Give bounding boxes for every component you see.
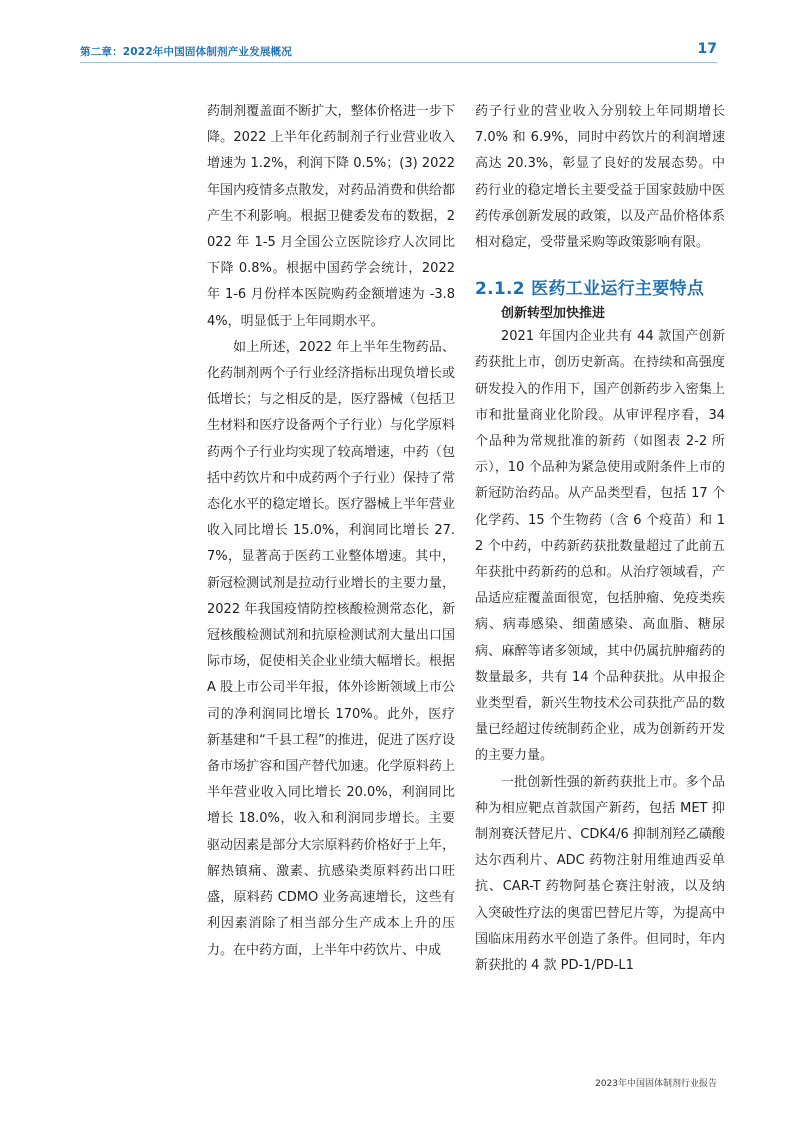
body-paragraph: 如上所述，2022 年上半年生物药品、化药制剂两个子行业经济指标出现负增长或低增长；与之相反的是，医疗器械（包括卫生材料和医疗设备两个子行业）与化学原料药两个子行业均实现了较高增速，中药（包括中药饮片和中成药两个子行业）保持了常态化水平的稳定增长。医疗器械上半年营业收入同比增长 15.0%，利润同比增长 27.7%，显著高于医药工业整体增速。其中，新冠检测试剂是拉动行业增长的主要力量，2022 年我国疫情防控核酸检测常态化，新冠核酸检测试剂和抗原检测试剂大量出口国际市场，促使相关企业业绩大幅增长。根据 A 股上市公司半年报，体外诊断领域上市公司的净利润同比增长 170%。此外，医疗新基建和“千县工程”的推进，促进了医疗设备市场扩容和国产替代加速。化学原料药上半年营业收入同比增长 20.0%，利润同比增长 18.0%，收入和利润同步增长。主要驱动因素是部分大宗原料药价格好于上年，解热镇痛、激素、抗感染类原料药出口旺盛，原料药 CDMO 业务高速增长，这些有利因素消除了相当部分生产成本上升的压力。在中药方面，上半年中药饮片、中成 xyxy=(207,339,455,958)
section-heading: 2.1.2 医药工业运行主要特点 xyxy=(475,279,705,300)
sub-heading: 创新转型加快推进 xyxy=(501,306,606,322)
footer-report-title: 2023年中国固体制剂行业报告 xyxy=(595,1079,717,1089)
body-paragraph: 药制剂覆盖面不断扩大，整体价格进一步下降。2022 上半年化药制剂子行业营业收入增速为 1.2%，利润下降 0.5%；(3) 2022 年国内疫情多点散发，对药品消费和供给都产生不利影响。根据卫健委发布的数据，2022 年 1-5 月全国公立医院诊疗人次同比下降 0.8%。根据中国药学会统计，2022 年 1-6 月份样本医院购药金额增速为 -3.84%，明显低于上年同期水平。 xyxy=(207,104,455,329)
page-number: 17 xyxy=(697,41,717,57)
body-paragraph: 药子行业的营业收入分别较上年同期增长 7.0% 和 6.9%，同时中药饮片的利润增速高达 20.3%，彰显了良好的发展态势。中药行业的稳定增长主要受益于国家鼓励中医药传承创新发展的政策，以及产品价格体系相对稳定，受带量采购等政策影响有限。 xyxy=(475,104,725,251)
body-paragraph: 一批创新性强的新药获批上市。多个品种为相应靶点首款国产新药，包括 MET 抑制剂赛沃替尼片、CDK4/6 抑制剂羟乙磺酸达尔西利片、ADC 药物注射用维迪西妥单抗、CAR-T 药物阿基仑赛注射液，以及纳入突破性疗法的奥雷巴替尼片等，为提高中国临床用药水平创造了条件。但同时，年内新获批的 4 款 PD-1/PD-L1 xyxy=(475,774,725,974)
right-text-column xyxy=(475,99,725,979)
chapter-title: 第二章：2022年中国固体制剂产业发展概况 xyxy=(80,46,292,58)
header-divider xyxy=(80,62,717,63)
left-text-column xyxy=(207,99,455,964)
body-paragraph: 2021 年国内企业共有 44 款国产创新药获批上市，创历史新高。在持续和高强度研发投入的作用下，国产创新药步入密集上市和批量商业化阶段。从审评程序看，34 个品种为常规批准的新药（如图表 2-2 所示），10 个品种为紧急使用或附条件上市的新冠防治药品。从产品类型看，包括 17 个化学药、15 个生物药（含 6 个疫苗）和 12 个中药，中药新药获批数量超过了此前五年获批中药新药的总和。从治疗领域看，产品适应症覆盖面很宽，包括肿瘤、免疫类疾病、病毒感染、细菌感染、高血脂、糖尿病、麻醉等诸多领域，其中仍属抗肿瘤药的数量最多，共有 14 个品种获批。从申报企业类型看，新兴生物技术公司获批产品的数量已经超过传统制药企业，成为创新药开发的主要力量。 xyxy=(475,329,725,764)
